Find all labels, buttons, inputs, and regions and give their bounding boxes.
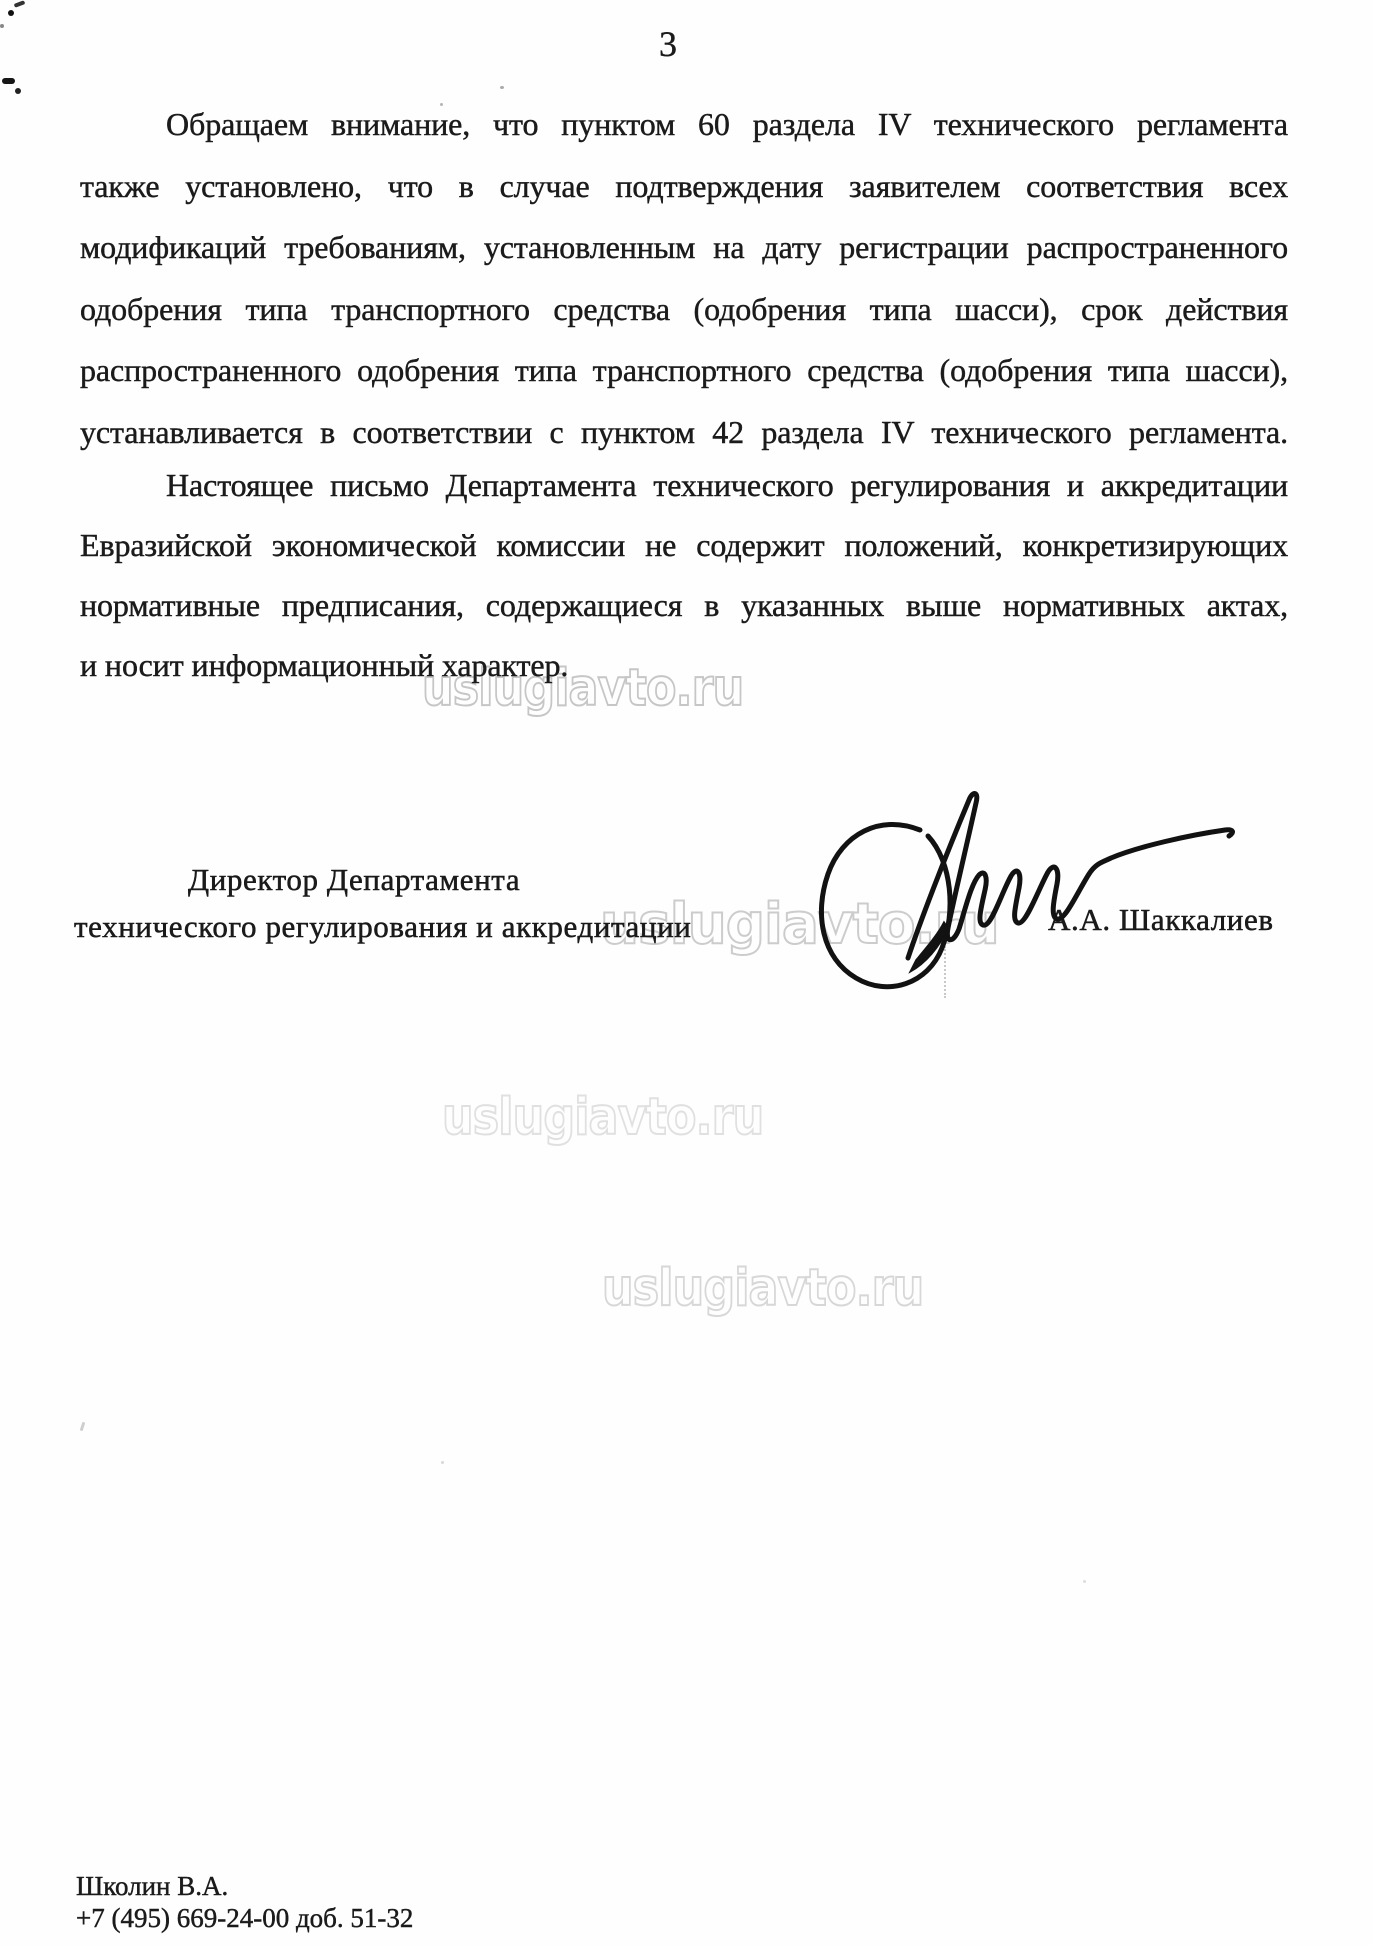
signer-name: А.А. Шаккалиев [1048,902,1274,937]
ink-speck [8,10,14,16]
ink-speck [14,0,26,8]
ink-speck [2,78,15,84]
paragraph-line: Обращаем внимание, что пунктом 60 раздела IV технического регламента [166,106,1288,142]
ink-speck [500,86,504,89]
paragraph-line: распространенного одобрения типа транспортного средства (одобрения типа шасси), [80,352,1288,388]
signer-title-line-2: технического регулирования и аккредитации [74,909,692,944]
paragraph-line: Евразийской экономической комиссии не содержит положений, конкретизирующих [80,527,1288,563]
signature-flourish-stroke [908,794,1232,958]
ink-speck [1083,1580,1086,1583]
paragraph-line: и носит информационный характер. [80,647,569,683]
ink-speck [441,1461,444,1464]
paragraph-line: Настоящее письмо Департамента технического регулирования и аккредитации [166,467,1288,503]
paragraph-line: устанавливается в соответствии с пунктом 42 раздела IV технического регламента. [80,413,1288,450]
signer-title-line-1: Директор Департамента [188,862,521,897]
paragraph-2 [80,455,1288,695]
signature-oval-stroke [821,824,950,986]
paragraph-line: также установлено, что в случае подтверждения заявителем соответствия всех [80,167,1288,204]
paragraph-1 [80,94,1288,463]
watermark: uslugiavto.ru [422,659,744,718]
paragraph-line: модификаций требованиям, установленным на дату регистрации распространенного [80,229,1288,265]
watermark: uslugiavto.ru [602,1259,924,1318]
ink-speck [440,103,443,106]
watermark: uslugiavto.ru [600,892,999,957]
watermark: uslugiavto.ru [442,1088,764,1147]
handwritten-signature [770,762,1270,997]
ink-speck [15,88,21,94]
ink-speck [0,24,4,28]
executor-name: Школин В.А. [76,1871,229,1901]
ink-speck [80,1422,86,1431]
paragraph-line: одобрения типа транспортного средства (одобрения типа шасси), срок действия [80,290,1288,327]
page-number: 3 [659,24,677,64]
paragraph-line: нормативные предписания, содержащиеся в указанных выше нормативных актах, [80,587,1288,623]
executor-phone: +7 (495) 669-24-00 доб. 51-32 [76,1903,414,1933]
